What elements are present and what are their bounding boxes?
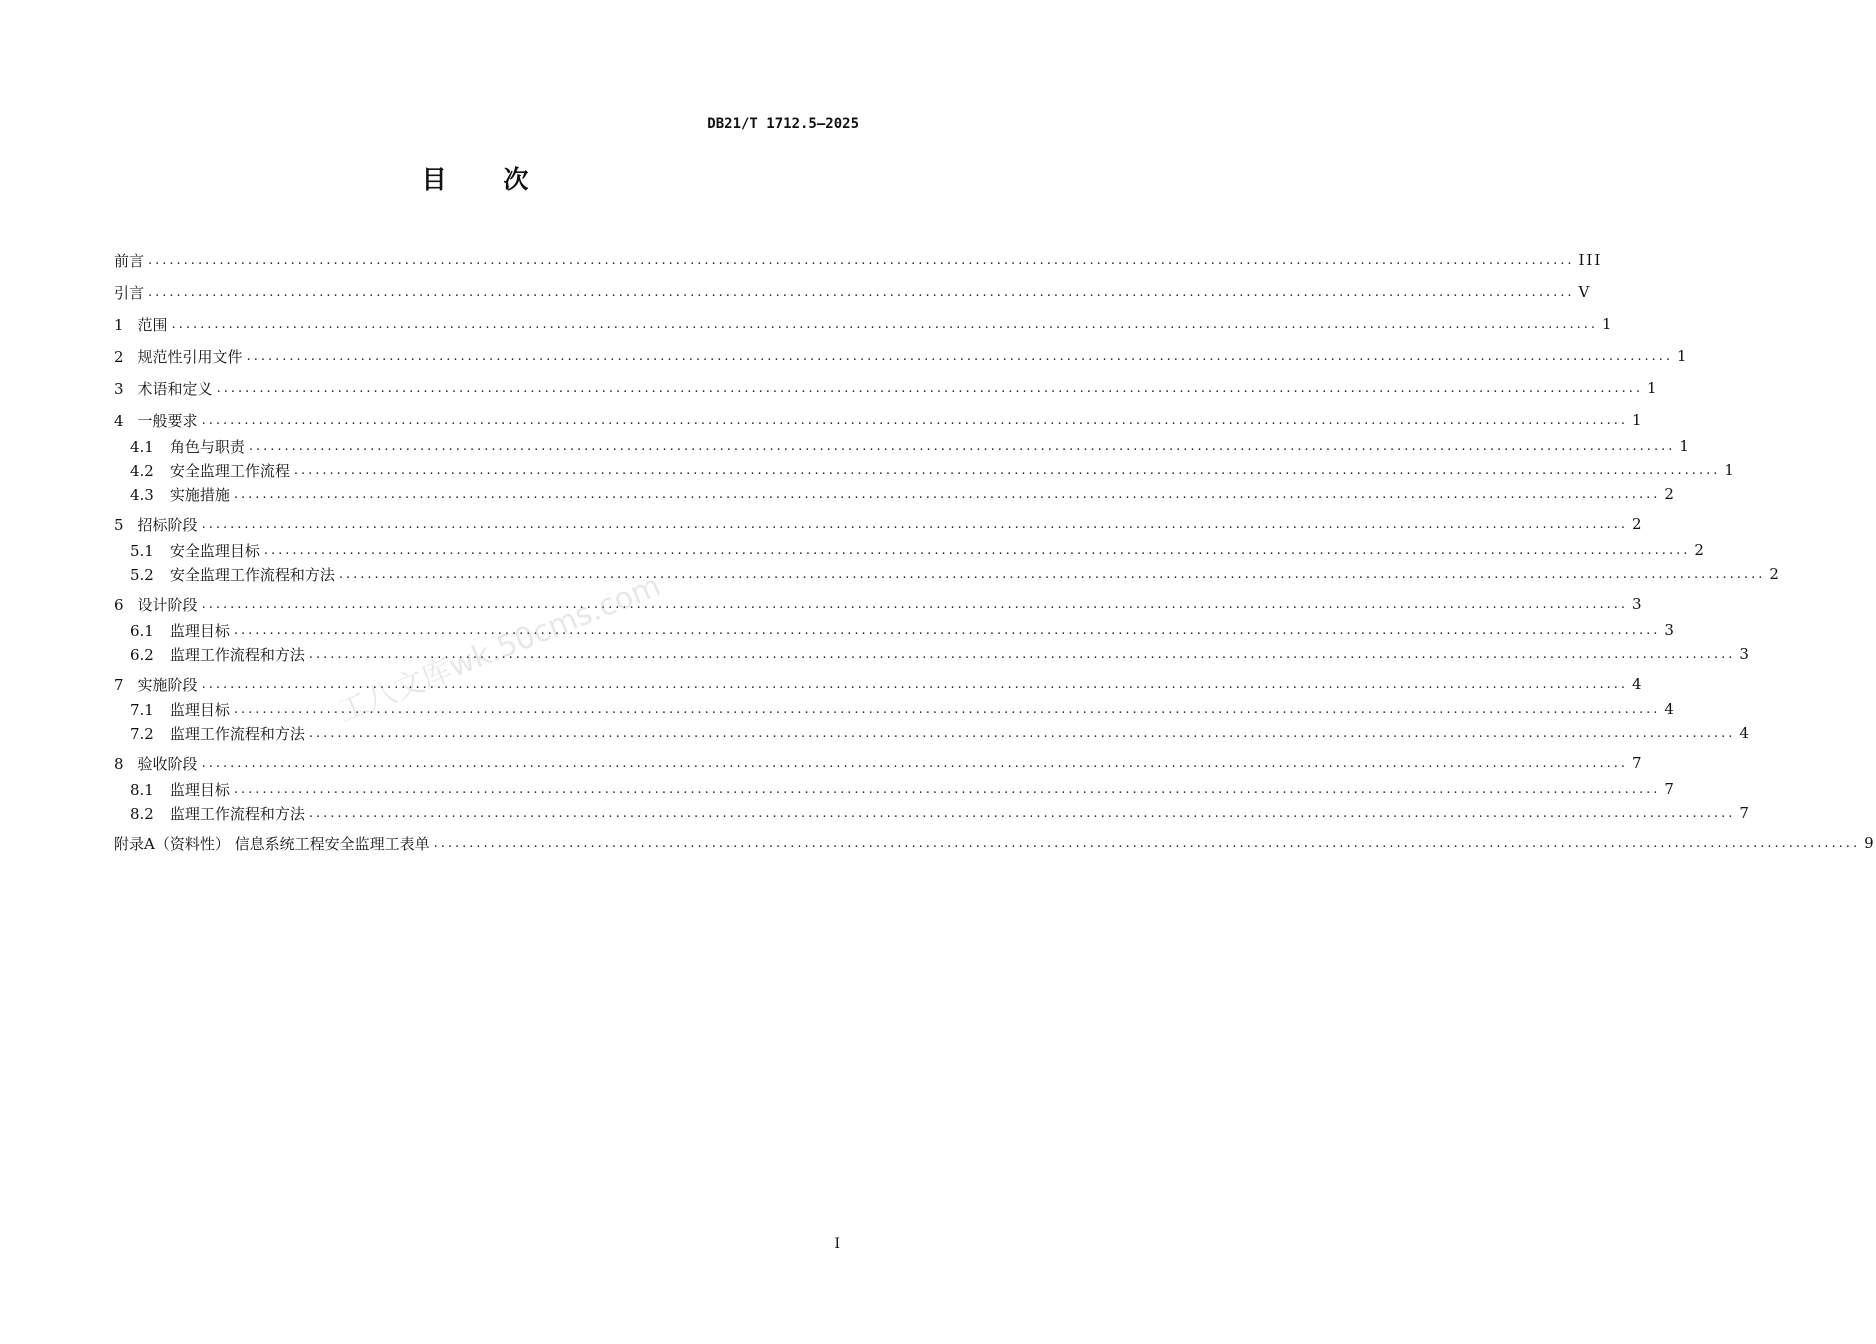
toc-entry-label	[114, 314, 168, 335]
toc-dot-leader: ........................................................................................................................................................................................................	[433, 835, 1861, 851]
toc-dot-leader: ........................................................................................................................................................................................................	[233, 701, 1661, 717]
toc-entry-label	[114, 378, 213, 399]
toc-entry-title: 附录A（资料性） 信息系统工程安全监理工表单	[114, 834, 430, 853]
toc-entry-page: 1	[1602, 315, 1614, 333]
toc-dot-leader: ........................................................................................................................................................................................................	[201, 755, 1629, 771]
toc-entry[interactable]	[114, 592, 1644, 616]
toc-entry-label	[114, 674, 198, 695]
toc-entry[interactable]	[114, 672, 1644, 696]
toc-entry-title: 角色与职责	[169, 437, 245, 456]
toc-dot-leader: ........................................................................................................................................................................................................	[233, 781, 1661, 797]
toc-entry-title: 验收阶段	[137, 754, 198, 773]
toc-dot-leader: ........................................................................................................................................................................................................	[248, 438, 1676, 454]
toc-entry-page: 7	[1664, 780, 1676, 798]
toc-entry-number: 8.2	[130, 804, 154, 823]
toc-dot-leader: ........................................................................................................................................................................................................	[216, 380, 1644, 396]
toc-entry-title: 监理目标	[169, 621, 230, 640]
toc-entry[interactable]	[114, 344, 1689, 368]
toc-entry[interactable]	[114, 248, 1603, 272]
toc-dot-leader: ........................................................................................................................................................................................................	[201, 516, 1629, 532]
toc-dot-leader: ........................................................................................................................................................................................................	[148, 252, 1575, 268]
toc-entry-label	[130, 564, 335, 585]
toc-entry-label	[114, 410, 198, 431]
toc-entry-label	[114, 282, 144, 303]
toc-entry[interactable]	[130, 801, 1751, 825]
toc-entry[interactable]	[130, 618, 1676, 642]
toc-entry-number: 5.1	[130, 541, 154, 560]
toc-dot-leader: ........................................................................................................................................................................................................	[246, 348, 1674, 364]
toc-entry-title: 安全监理工作流程	[169, 461, 290, 480]
toc-entry-number: 7	[114, 675, 124, 694]
toc-entry-page: 7	[1739, 804, 1751, 822]
toc-entry-page: 3	[1739, 645, 1751, 663]
toc-entry-number: 6	[114, 595, 124, 614]
toc-dot-leader: ........................................................................................................................................................................................................	[308, 725, 1736, 741]
toc-entry-label	[130, 540, 260, 561]
toc-dot-leader: ........................................................................................................................................................................................................	[308, 805, 1736, 821]
toc-entry[interactable]	[130, 642, 1751, 666]
toc-entry-page: 4	[1632, 675, 1644, 693]
toc-entry-page: 1	[1677, 347, 1689, 365]
toc-entry-label	[130, 699, 230, 720]
toc-entry-number: 6.1	[130, 621, 154, 640]
toc-entry-number: 6.2	[130, 645, 154, 664]
toc-dot-leader: ........................................................................................................................................................................................................	[171, 316, 1599, 332]
toc-entry[interactable]	[130, 538, 1706, 562]
toc-entry-page: V	[1578, 283, 1592, 301]
toc-entry-number: 2	[114, 347, 124, 366]
toc-entry-title: 设计阶段	[137, 595, 198, 614]
toc-entry-number: 7.2	[130, 724, 154, 743]
toc-dot-leader: ........................................................................................................................................................................................................	[338, 566, 1766, 582]
toc-entry-number: 4.3	[130, 485, 154, 504]
toc-entry-number: 3	[114, 379, 124, 398]
toc-entry-label	[114, 833, 430, 854]
toc-entry[interactable]	[130, 482, 1676, 506]
toc-entry-number: 5	[114, 515, 124, 534]
toc-entry[interactable]	[114, 408, 1644, 432]
toc-entry-page: 1	[1632, 411, 1644, 429]
toc-dot-leader: ........................................................................................................................................................................................................	[263, 542, 1691, 558]
toc-dot-leader: ........................................................................................................................................................................................................	[233, 622, 1661, 638]
toc-dot-leader: ........................................................................................................................................................................................................	[201, 676, 1629, 692]
toc-entry-title: 安全监理工作流程和方法	[169, 565, 335, 584]
toc-entry-page: 7	[1632, 754, 1644, 772]
toc-entry-label	[130, 436, 245, 457]
toc-dot-leader: ........................................................................................................................................................................................................	[233, 486, 1661, 502]
toc-entry-page: 4	[1664, 700, 1676, 718]
toc-entry[interactable]	[130, 777, 1676, 801]
toc-entry-title: 监理目标	[169, 700, 230, 719]
toc-entry-label	[114, 346, 243, 367]
page-number: I	[834, 1236, 840, 1252]
toc-entry-title: 招标阶段	[137, 515, 198, 534]
toc-entry-page: 1	[1647, 379, 1659, 397]
toc-entry[interactable]	[114, 376, 1659, 400]
toc-entry-label	[130, 644, 305, 665]
toc-entry-page: 3	[1664, 621, 1676, 639]
toc-entry-page: 2	[1769, 565, 1781, 583]
toc-entry-title: 一般要求	[137, 411, 198, 430]
toc-entry-label	[130, 620, 230, 641]
toc-entry[interactable]	[114, 831, 1876, 855]
toc-entry-title: 术语和定义	[137, 379, 213, 398]
watermark: 工八文库wk.50cms.com	[332, 568, 666, 730]
toc-dot-leader: ........................................................................................................................................................................................................	[201, 596, 1629, 612]
toc-entry-title: 监理工作流程和方法	[169, 724, 305, 743]
toc-entry-number: 1	[114, 315, 124, 334]
toc-entry-page: 2	[1694, 541, 1706, 559]
toc-entry-label	[130, 779, 230, 800]
toc-entry[interactable]	[130, 697, 1676, 721]
toc-entry-title: 安全监理目标	[169, 541, 260, 560]
toc-entry-title: 前言	[114, 251, 145, 270]
toc-entry-label	[130, 723, 305, 744]
standard-code: DB21/T 1712.5—2025	[707, 116, 859, 132]
toc-entry-label	[114, 753, 198, 774]
toc-entry[interactable]	[114, 512, 1644, 536]
toc-dot-leader: ........................................................................................................................................................................................................	[201, 412, 1629, 428]
toc-entry-page: 4	[1739, 724, 1751, 742]
toc-entry-page: 1	[1679, 437, 1691, 455]
toc-entry-label	[114, 514, 198, 535]
toc-entry-title: 实施措施	[169, 485, 230, 504]
toc-entry-page: 1	[1724, 461, 1736, 479]
toc-entry-title: 监理目标	[169, 780, 230, 799]
toc-entry-page: 2	[1632, 515, 1644, 533]
page-title: 目 次	[421, 165, 553, 194]
toc-entry[interactable]	[114, 280, 1592, 304]
toc-entry[interactable]	[130, 434, 1691, 458]
toc-entry-number: 7.1	[130, 700, 154, 719]
toc-entry-number: 4	[114, 411, 124, 430]
toc-entry-number: 8	[114, 754, 124, 773]
toc-dot-leader: ........................................................................................................................................................................................................	[148, 284, 1575, 300]
toc-entry-title: 监理工作流程和方法	[169, 645, 305, 664]
toc-entry-page: 3	[1632, 595, 1644, 613]
toc-entry[interactable]	[130, 562, 1781, 586]
toc-entry[interactable]	[130, 458, 1736, 482]
toc-entry-number: 8.1	[130, 780, 154, 799]
toc-entry-label	[130, 460, 290, 481]
toc-entry-number: 4.1	[130, 437, 154, 456]
toc-entry-number: 5.2	[130, 565, 154, 584]
toc-entry-title: 范围	[137, 315, 168, 334]
toc-entry[interactable]	[130, 721, 1751, 745]
toc-entry-title: 规范性引用文件	[137, 347, 243, 366]
toc-entry-label	[130, 484, 230, 505]
toc-entry-title: 实施阶段	[137, 675, 198, 694]
toc-entry-label	[114, 594, 198, 615]
toc-entry-page: 2	[1664, 485, 1676, 503]
toc-entry[interactable]	[114, 751, 1644, 775]
toc-entry-title: 监理工作流程和方法	[169, 804, 305, 823]
toc-entry-number: 4.2	[130, 461, 154, 480]
toc-dot-leader: ........................................................................................................................................................................................................	[308, 646, 1736, 662]
toc-entry-label	[130, 803, 305, 824]
toc-dot-leader: ........................................................................................................................................................................................................	[293, 462, 1721, 478]
toc-entry[interactable]	[114, 312, 1614, 336]
toc-entry-page: 9	[1864, 834, 1876, 852]
toc-entry-label	[114, 250, 144, 271]
toc-entry-page: III	[1578, 251, 1603, 269]
toc-entry-title: 引言	[114, 283, 145, 302]
